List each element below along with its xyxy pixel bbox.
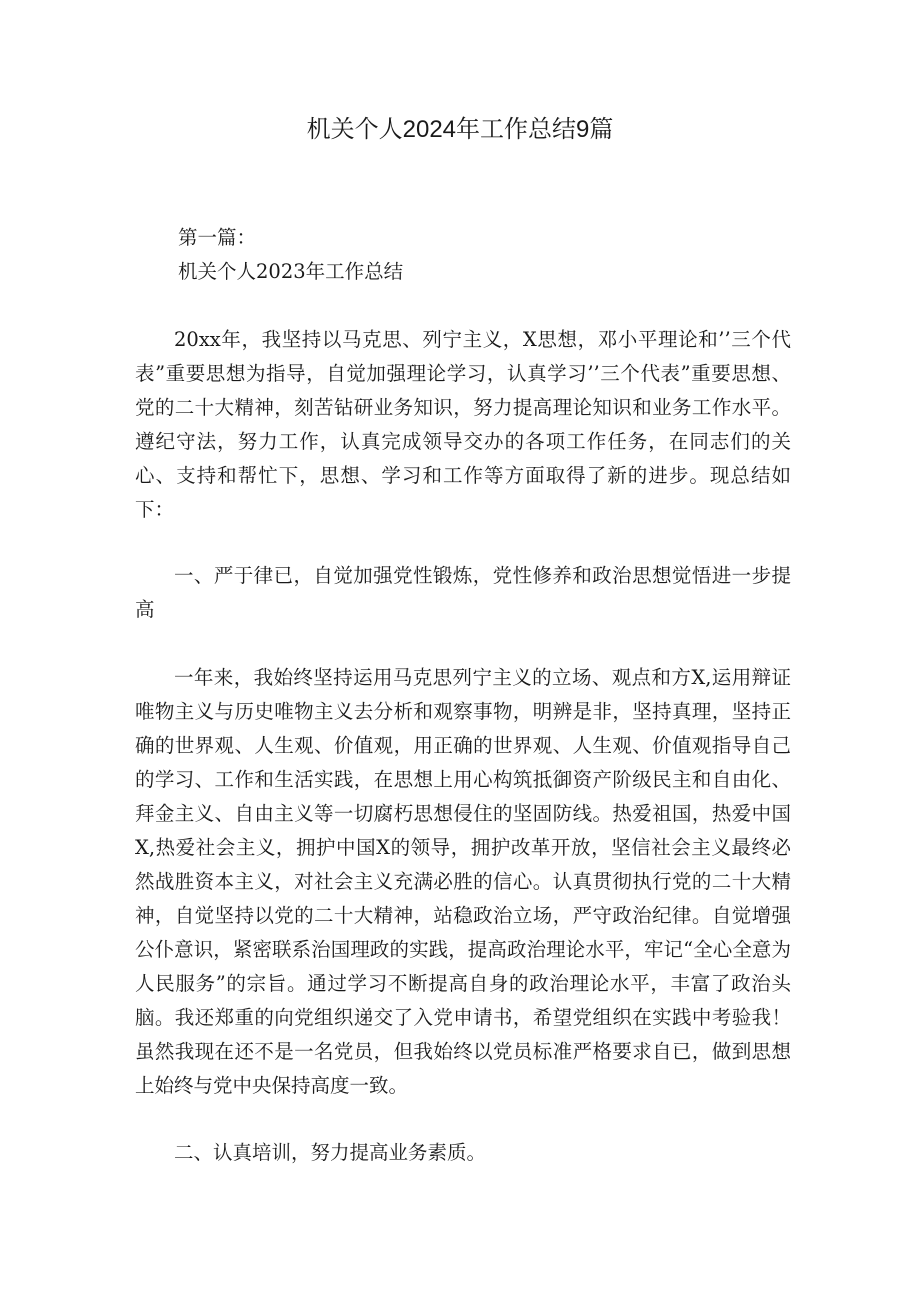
section-heading-2: 二、认真培训，努力提高业务素质。 xyxy=(174,1141,487,1164)
section-label: 第一篇： xyxy=(178,226,257,249)
body-paragraph-1: 一年来，我始终坚持运用马克思列宁主义的立场、观点和方X,运用辩证唯物主义与历史唯物主义去分析和观察事物，明辨是非，坚持真理，坚持正确的世界观、人生观、价值观，用正确的世界观、人生观、价值观指导自己的学习、工作和生活实践，在思想上用心构筑抵御资产阶级民主和自由化、拜金主义、自由主义等一切腐朽思想侵住的坚固防线。热爱祖国，热爱中国X,热爱社会主义，拥护中国X的领导，拥护改革开放，坚信社会主义最终必然战胜资本主义，对社会主义充满必胜的信心。认真贯彻执行党的二十大精神，自觉坚持以党的二十大精神，站稳政治立场，严守政治纪律。自觉增强公仆意识，紧密联系治国理政的实践，提高政治理论水平，牢记“全心全意为人民服务”的宗旨。通过学习不断提高自身的政治理论水平，丰富了政治头脑。我还郑重的向党组织递交了入党申请书，希望党组织在实践中考验我！虽然我现在还不是一名党员，但我始终以党员标准严格要求自已，做到思想上始终与党中央保持高度一致。 xyxy=(135,666,791,1097)
document-title: 机关个人2024年工作总结9篇 xyxy=(306,116,614,143)
section-heading-1: 一、严于律已，自觉加强党性锻炼，党性修养和政治思想觉悟进一步提高 xyxy=(135,564,791,621)
section-subtitle: 机关个人2023年工作总结 xyxy=(178,260,404,283)
intro-paragraph: 20xx年，我坚持以马克思、列宁主义，X思想，邓小平理论和’’三个代表”重要思想为指导，自觉加强理论学习，认真学习’’三个代表”重要思想、党的二十大精神，刻苦钻研业务知识，努力提高理论知识和业务工作水平。遵纪守法，努力工作，认真完成领导交办的各项工作任务，在同志们的关心、支持和帮忙下，思想、学习和工作等方面取得了新的进步。现总结如下： xyxy=(135,328,791,521)
